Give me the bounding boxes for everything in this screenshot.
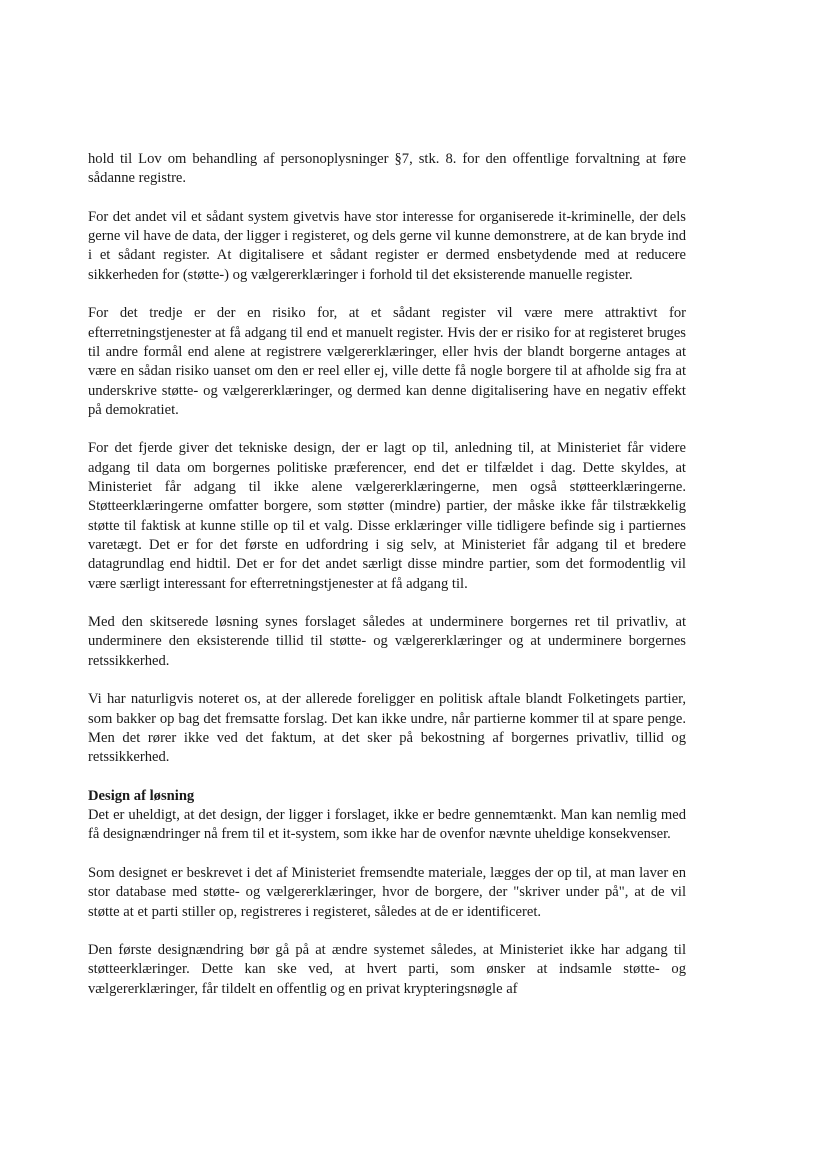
paragraph-second-point: For det andet vil et sådant system givetvis have stor interesse for organiserede it-kriminelle, der dels gerne vil have de data, der ligger i registeret, og dels gerne vil kunne demonstrere, at de kan bryde ind i et sådant register. At digitalisere et sådant register er dermed ensbetydende med at reducere sikkerheden for (støtte-) og vælgererklæringer i forhold til det eksisterende manuelle register.: [88, 208, 686, 283]
paragraph-summary: Med den skitserede løsning synes forslaget således at underminere borgernes ret til privatliv, at underminere den eksisterende tillid til støtte- og vælgererklæringer og at underminere borgernes retssikkerhed.: [88, 614, 686, 669]
document-body: [88, 150, 686, 1018]
section-heading: Design af løsning: [88, 787, 195, 804]
paragraph-first-design-change: Den første designændring bør gå på at ændre systemet således, at Ministeriet ikke har adgang til støtteerklæringer. Dette kan ske ved, at hvert parti, som ønsker at indsamle støtte- og vælgererklæringer, får tildelt en offentlig og en privat krypteringsnøgle af: [88, 942, 686, 997]
paragraph-continuation: hold til Lov om behandling af personoplysninger §7, stk. 8. for den offentlige forvaltning at føre sådanne registre.: [88, 151, 686, 187]
paragraph-design-description: Som designet er beskrevet i det af Ministeriet fremsendte materiale, lægges der op til, at man laver en stor database med støtte- og vælgererklæringer, hvor de borgere, der "skriver under på", at de vil støtte at et parti stiller op, registreres i registeret, således at de er identificeret.: [88, 864, 686, 920]
design-section: [88, 787, 686, 999]
paragraph-political-agreement: Vi har naturligvis noteret os, at der allerede foreligger en politisk aftale blandt Folketingets partier, som bakker op bag det fremsatte forslag. Det kan ikke undre, når partierne kommer til at spare penge. Men det rører ikke ved det faktum, at det sker på bekostning af borgernes privatliv, tillid og retssikkerhed.: [88, 691, 686, 766]
paragraph-fourth-point: For det fjerde giver det tekniske design, der er lagt op til, anledning til, at Ministeriet får videre adgang til data om borgernes politiske præferencer, end det er tilfældet i dag. Dette skyldes, at Ministeriet får adgang til ikke alene vælgererklæringerne, men også støtteerklæringerne. Støtteerklæringerne omfatter borgere, som støtter (mindre) partier, der måske ikke får tilstrækkelig støtte til faktisk at kunne stille op til et valg. Disse erklæringer ville tidligere befinde sig i partiernes varetægt. Det er for det første en udfordring i sig selv, at Ministeriet får adgang til et bredere datagrundlag end hidtil. Det er for det andet særligt disse mindre partier, som det formodentlig vil være særligt interessant for efterretningstjenester at få adgang til.: [88, 440, 686, 592]
paragraph-design-intro: Det er uheldigt, at det design, der ligger i forslaget, ikke er bedre gennemtænkt. Man kan nemlig med få designændringer nå frem til et it-system, som ikke har de ovenfor nævnte uheldige konsekvenser.: [88, 807, 686, 843]
paragraph-third-point: For det tredje er der en risiko for, at et sådant register vil være mere attraktivt for efterretningstjenester at få adgang til end et manuelt register. Hvis der er risiko for at registeret bruges til andre formål end alene at registrere vælgererklæringer, eller hvis der blandt borgerne antages at være en sådan risiko uanset om den er reel eller ej, ville dette få nogle borgere til at afholde sig fra at underskrive støtte- og vælgererklæringer, og dermed kan denne digitalisering have en negativ effekt på demokratiet.: [88, 305, 686, 418]
